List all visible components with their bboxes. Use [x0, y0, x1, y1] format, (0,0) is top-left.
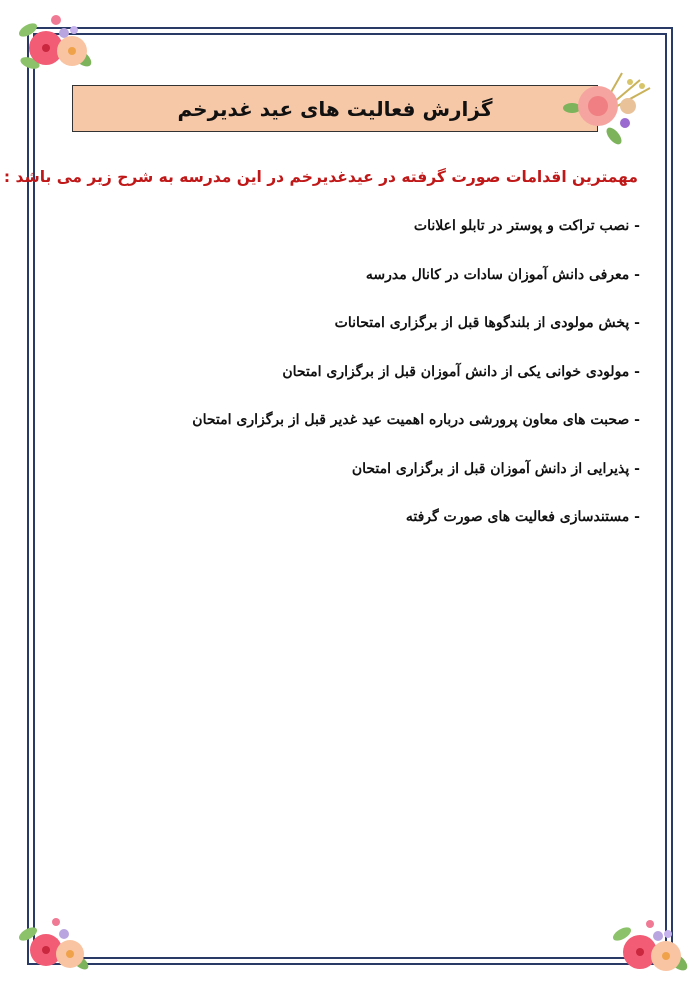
list-item: - پخش مولودی از بلندگوها قبل از برگزاری امتحانات: [334, 315, 640, 331]
list-item: - معرفی دانش آموزان سادات در کانال مدرسه: [365, 266, 640, 283]
flower-icon: [10, 8, 95, 76]
list-item: - صحبت های معاون پرورشی درباره اهمیت عید غدیر قبل از برگزاری امتحان: [192, 412, 640, 428]
report-title: گزارش فعالیت های عید غدیرخم: [177, 96, 493, 121]
activity-list: [192, 218, 640, 558]
list-item: - مولودی خوانی یکی از دانش آموزان قبل از برگزاری امتحان: [282, 363, 640, 380]
flower-icon: [562, 68, 654, 148]
flower-icon: [606, 912, 690, 980]
report-subtitle: مهمترین اقدامات صورت گرفته در عیدغدیرخم در این مدرسه به شرح زیر می باشد :: [3, 168, 638, 186]
report-title-box: [72, 85, 598, 132]
flower-icon: [14, 912, 94, 978]
list-item: - مستندسازی فعالیت های صورت گرفته: [405, 509, 640, 525]
list-item: - پذیرایی از دانش آموزان قبل از برگزاری امتحان: [351, 460, 640, 477]
list-item: - نصب تراکت و پوستر در تابلو اعلانات: [413, 218, 640, 234]
